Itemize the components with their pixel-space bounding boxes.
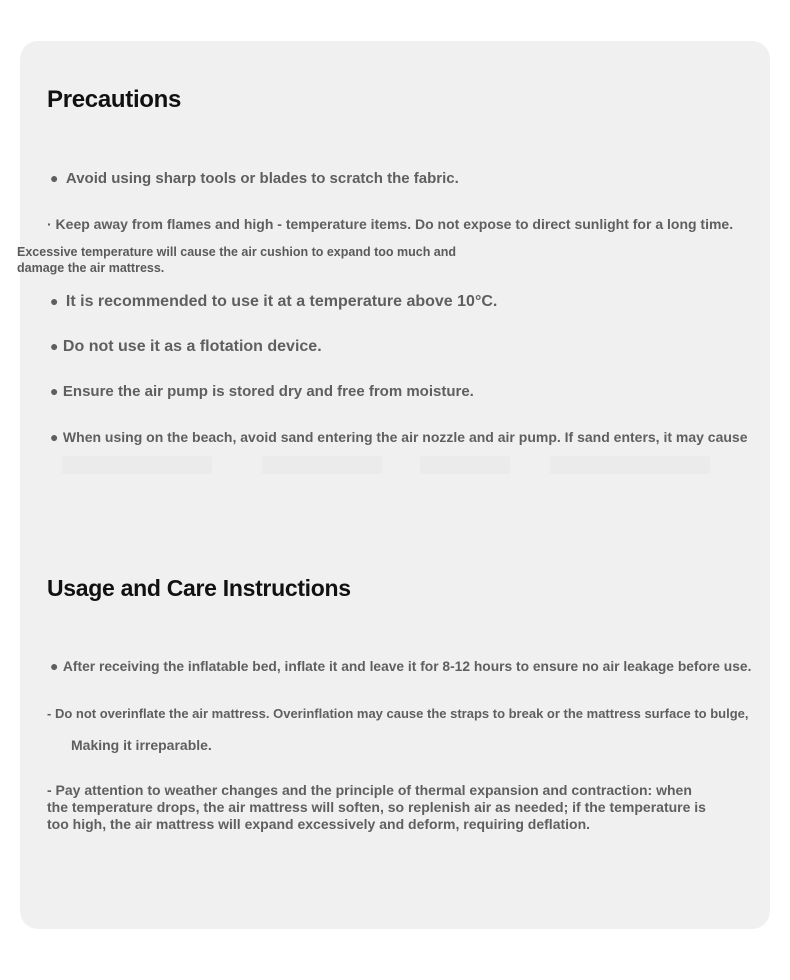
precaution-item-flotation: ● Do not use it as a flotation device. — [50, 338, 322, 355]
bullet-icon: ● — [50, 383, 59, 399]
bullet-icon: ● — [50, 338, 59, 354]
bullet-icon: ● — [50, 293, 59, 309]
usage-item-weather-line-1: - Pay attention to weather changes and the principle of thermal expansion and contraction: when — [47, 782, 692, 798]
precaution-item-flames: · Keep away from flames and high - temperature items. Do not expose to direct sunlight for a long time. — [47, 216, 734, 232]
usage-title: Usage and Care Instructions — [47, 575, 351, 601]
faded-text-remnant — [550, 456, 710, 474]
usage-item-overinflate-continued: Making it irreparable. — [71, 737, 212, 753]
precaution-item-air-pump: ● Ensure the air pump is stored dry and free from moisture. — [50, 383, 474, 400]
usage-item-weather-line-2: the temperature drops, the air mattress will soften, so replenish air as needed; if the temperature is — [47, 799, 706, 815]
precaution-item-beach-sand: ● When using on the beach, avoid sand entering the air nozzle and air pump. If sand enters, it may cause — [50, 429, 748, 445]
faded-text-remnant — [262, 456, 382, 474]
bullet-icon: ● — [50, 658, 59, 674]
usage-item-inflate-check: ● After receiving the inflatable bed, inflate it and leave it for 8-12 hours to ensure no air leakage before use. — [50, 658, 752, 674]
precaution-item-sharp-tools: ● Avoid using sharp tools or blades to scratch the fabric. — [50, 170, 459, 187]
precautions-title: Precautions — [47, 86, 182, 113]
usage-item-overinflate: - Do not overinflate the air mattress. Overinflation may cause the straps to break or the mattress surface to bulge, — [47, 706, 749, 721]
bullet-icon: ● — [50, 429, 59, 445]
usage-item-weather-line-3: too high, the air mattress will expand excessively and deform, requiring deflation. — [47, 816, 591, 832]
precaution-item-flames-continued-2: damage the air mattress. — [17, 261, 165, 275]
precaution-item-flames-continued-1: Excessive temperature will cause the air cushion to expand too much and — [17, 245, 457, 259]
precaution-item-temperature: ● It is recommended to use it at a temperature above 10°C. — [50, 293, 498, 310]
faded-text-remnant — [420, 456, 510, 474]
faded-text-remnant — [62, 456, 212, 474]
bullet-icon: ● — [50, 170, 59, 186]
